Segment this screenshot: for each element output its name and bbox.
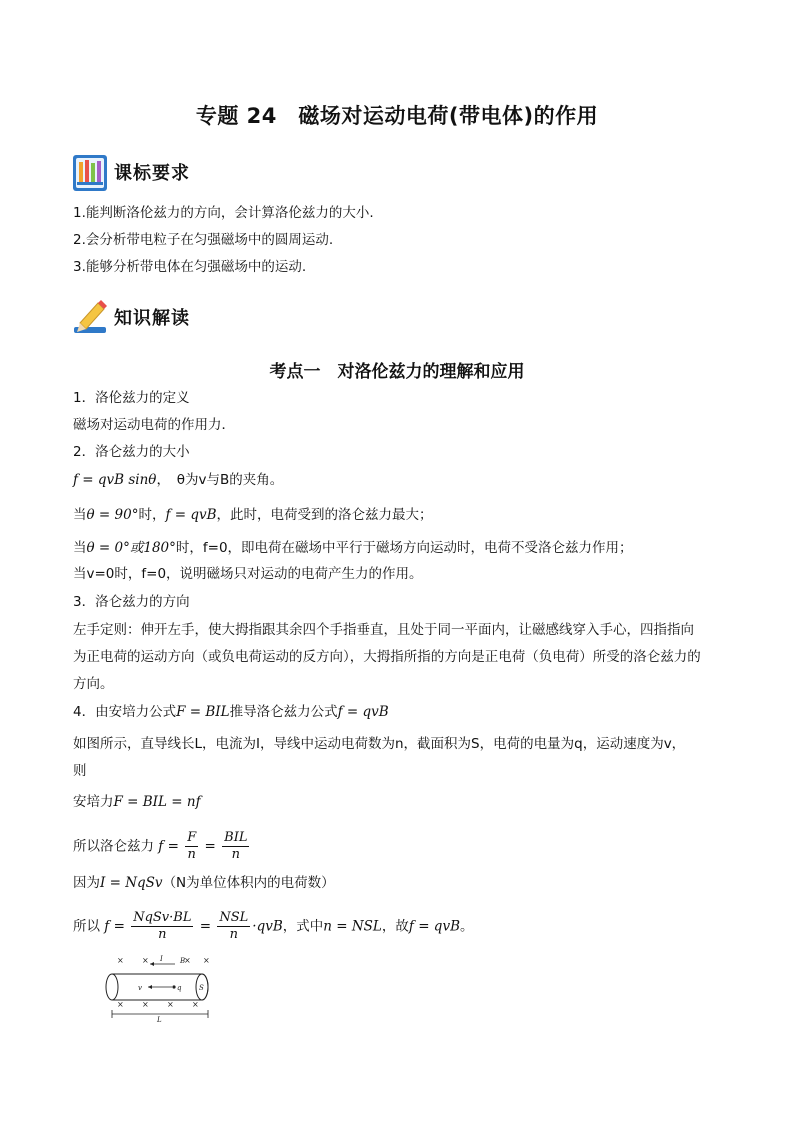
setup-text-2: 则: [73, 763, 87, 779]
heading-magnitude: 2．洛仑兹力的大小: [73, 444, 190, 460]
field-label: B: [180, 957, 186, 965]
case-max-line: [73, 506, 433, 524]
conclusion-line: [73, 910, 474, 943]
requirement-3: 3.能够分析带电体在匀强磁场中的运动.: [73, 259, 307, 275]
section-label: S: [199, 984, 204, 992]
case1-condition: θ = 90°: [86, 507, 139, 523]
conclusion-prefix: 所以: [73, 918, 100, 935]
derivation-prefix: 4．由安培力公式: [73, 704, 177, 720]
case1-prefix: 当: [73, 507, 87, 523]
lorentz-formula: f = qvB sinθ: [73, 472, 157, 488]
fraction-nsl-over-n: [217, 910, 250, 943]
field-cross-mark: ×: [117, 956, 124, 965]
conclusion-mid2: ，故: [381, 918, 409, 935]
field-cross-mark: ×: [117, 1000, 124, 1009]
left-hand-rule-2: 为正电荷的运动方向（或负电荷运动的反方向），大拇指所指的方向是正电荷（负电荷）所受的洛仑兹力的: [73, 649, 701, 665]
definition-text: 磁场对运动电荷的作用力．: [73, 417, 235, 433]
heading-derivation: [73, 703, 389, 721]
left-hand-rule-1: 左手定则：伸开左手，使大拇指跟其余四个手指垂直，且处于同一平面内，让磁感线穿入手心，四指指向: [73, 622, 694, 638]
case1-formula: f = qvB: [165, 507, 217, 523]
field-cross-mark: ×: [167, 1000, 174, 1009]
fraction-numerator: NSL: [219, 910, 249, 925]
equals-sign: =: [199, 918, 212, 935]
ampere-formula: F = BIL: [176, 704, 230, 720]
conclusion-end: 。: [460, 918, 474, 935]
case2-post: 时，f=0，即电荷在磁场中平行于磁场方向运动时，电荷不受洛仑兹力作用；: [175, 540, 633, 556]
lorentz-prefix: 所以洛仑兹力: [73, 838, 154, 855]
equals-sign: =: [204, 838, 216, 855]
because-line: [73, 874, 335, 892]
fraction-numerator: BIL: [224, 830, 248, 845]
case-zero-velocity: 当v=0时，f=0，说明磁场只对运动的电荷产生力的作用。: [73, 566, 423, 582]
conclusion-tail: ·qvB: [252, 918, 283, 935]
requirements-badge-label: 课标要求: [114, 163, 190, 184]
lorentz-lhs: f =: [158, 838, 179, 855]
wire-diagram: [100, 952, 225, 1024]
knowledge-badge: [72, 295, 190, 339]
knowledge-badge-label: 知识解读: [114, 308, 190, 329]
field-cross-mark: ×: [142, 956, 149, 965]
final-formula: f = qvB: [408, 918, 460, 935]
fraction-denominator: n: [187, 847, 196, 862]
conclusion-mid: ，式中: [282, 918, 324, 935]
derivation-mid: 推导洛仑兹力公式: [229, 704, 338, 720]
because-prefix: 因为: [73, 875, 100, 891]
length-label: L: [157, 1016, 162, 1024]
heading-direction: 3．洛仑兹力的方向: [73, 594, 190, 610]
pencil-icon: [72, 297, 110, 337]
section-title: 考点一 对洛伦兹力的理解和应用: [269, 362, 525, 382]
fraction-denominator: n: [229, 927, 239, 942]
charge-label: q: [177, 984, 182, 992]
fraction-numerator: NqSv·BL: [133, 910, 192, 925]
case2-condition: θ = 0°或180°: [86, 540, 176, 556]
page-title: 专题 24 磁场对运动电荷(带电体)的作用: [195, 104, 599, 128]
because-note: （N为单位体积内的电荷数）: [162, 875, 335, 891]
case1-mid: 时，: [138, 507, 166, 523]
setup-text-1: 如图所示，直导线长L，电流为I，导线中运动电荷数为n，截面积为S，电荷的电量为q，运动速度为v，: [73, 736, 686, 752]
velocity-label: v: [138, 984, 142, 992]
ampere-force-formula: F = BIL = nf: [113, 794, 201, 810]
conclusion-lhs: f =: [104, 918, 125, 935]
field-cross-mark: ×: [203, 956, 210, 965]
heading-definition: 1．洛伦兹力的定义: [73, 390, 190, 406]
n-formula: n = NSL: [323, 918, 382, 935]
fraction-denominator: n: [231, 847, 240, 862]
left-hand-rule-3: 方向。: [73, 676, 114, 692]
lorentz-target-formula: f = qvB: [337, 704, 389, 720]
fraction-nqsvbl-over-n: [131, 910, 193, 943]
fraction-numerator: F: [187, 830, 197, 845]
field-cross-mark: ×: [142, 1000, 149, 1009]
case2-prefix: 当: [73, 540, 87, 556]
test-tubes-icon: [72, 152, 110, 192]
fraction-f-over-n: [185, 830, 198, 863]
fraction-denominator: n: [158, 927, 167, 942]
current-formula: I = NqSv: [100, 875, 163, 891]
lorentz-force-line: [73, 830, 251, 863]
ampere-prefix: 安培力: [73, 794, 114, 810]
requirement-2: 2.会分析带电粒子在匀强磁场中的圆周运动.: [73, 232, 334, 248]
requirement-1: 1.能判断洛伦兹力的方向，会计算洛伦兹力的大小.: [73, 205, 374, 221]
case-parallel-line: [73, 539, 633, 557]
field-cross-mark: ×: [184, 956, 191, 965]
field-cross-mark: ×: [192, 1000, 199, 1009]
formula-line: [73, 471, 283, 489]
ampere-force-line: [73, 793, 201, 811]
requirements-badge: [72, 150, 190, 194]
formula-note: ， θ为v与B的夹角。: [156, 472, 284, 488]
current-label: I: [160, 955, 163, 963]
fraction-bil-over-n: [222, 830, 249, 863]
case1-post: ，此时，电荷受到的洛仑兹力最大；: [216, 507, 433, 523]
